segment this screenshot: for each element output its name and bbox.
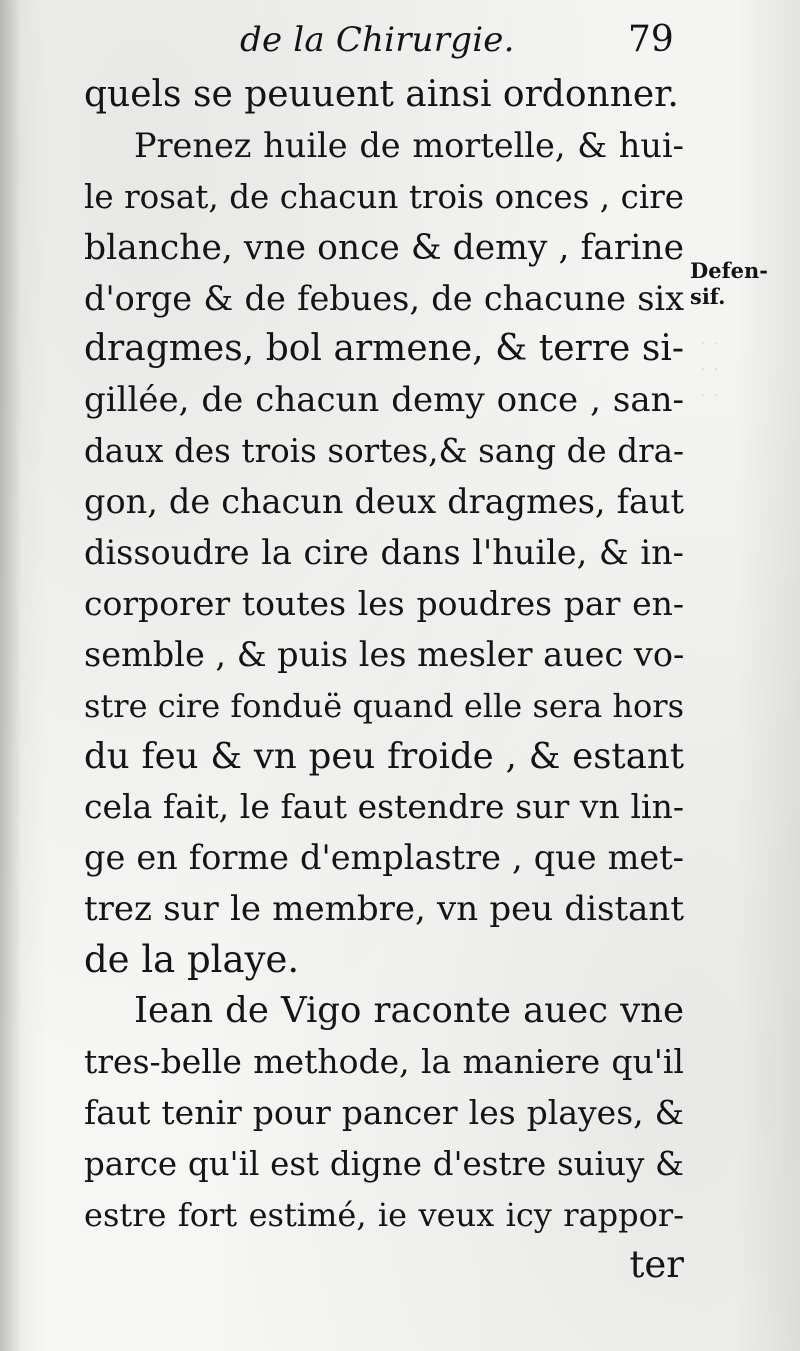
text-line: d'orge & de febues, de chacune six (84, 278, 684, 318)
paragraph-start-line: Prenez huile de mortelle, & hui- (134, 125, 684, 165)
bleed-through-decoration: · · · · · · (700, 331, 720, 407)
catchword: ter (629, 1243, 684, 1287)
text-line: estre fort estimé, ie veux icy rappor- (84, 1195, 684, 1234)
text-line: stre cire fonduë quand elle sera hors (84, 686, 684, 725)
text-line: daux des trois sortes,& sang de dra- (84, 432, 684, 471)
paragraph-end-line: de la playe. (84, 938, 300, 982)
text-line: semble , & puis les mesler auec vo- (84, 634, 685, 674)
text-line: gillée, de chacun demy once , san- (84, 380, 684, 421)
text-line: dragmes, bol armene, & terre si- (84, 328, 684, 370)
text-line: le rosat, de chacun trois onces , cire (84, 177, 684, 216)
text-line: ge en forme d'emplastre , que met- (84, 838, 684, 878)
paragraph-start-line: Iean de Vigo raconte auec vne (134, 990, 684, 1032)
margin-note (690, 258, 790, 310)
text-line: gon, de chacun deux dragmes, faut (84, 482, 684, 522)
running-title: de la Chirurgie. (240, 20, 515, 60)
text-line: du feu & vn peu froide , & estant (84, 735, 684, 777)
text-line: quels se peuuent ainsi ordonner. (84, 74, 679, 115)
running-head (0, 14, 800, 64)
text-line: trez sur le membre, vn peu distant (84, 889, 684, 930)
text-line: corporer toutes les poudres par en- (84, 583, 684, 623)
page-number: 79 (628, 19, 674, 60)
text-line: parce qu'il est digne d'estre suiuy & (84, 1144, 684, 1183)
text-line: cela fait, le faut estendre sur vn lin- (84, 787, 684, 827)
text-line: dissoudre la cire dans l'huile, & in- (84, 533, 684, 573)
gutter-shadow (0, 0, 22, 1351)
body-text (84, 70, 684, 1291)
margin-note-line: Defen- (690, 258, 768, 283)
text-line: tres-belle methode, la maniere qu'il (84, 1041, 684, 1081)
text-line: faut tenir pour pancer les playes, & (84, 1092, 684, 1132)
margin-note-line: sif. (690, 284, 726, 309)
text-line: blanche, vne once & demy , farine (84, 227, 684, 268)
